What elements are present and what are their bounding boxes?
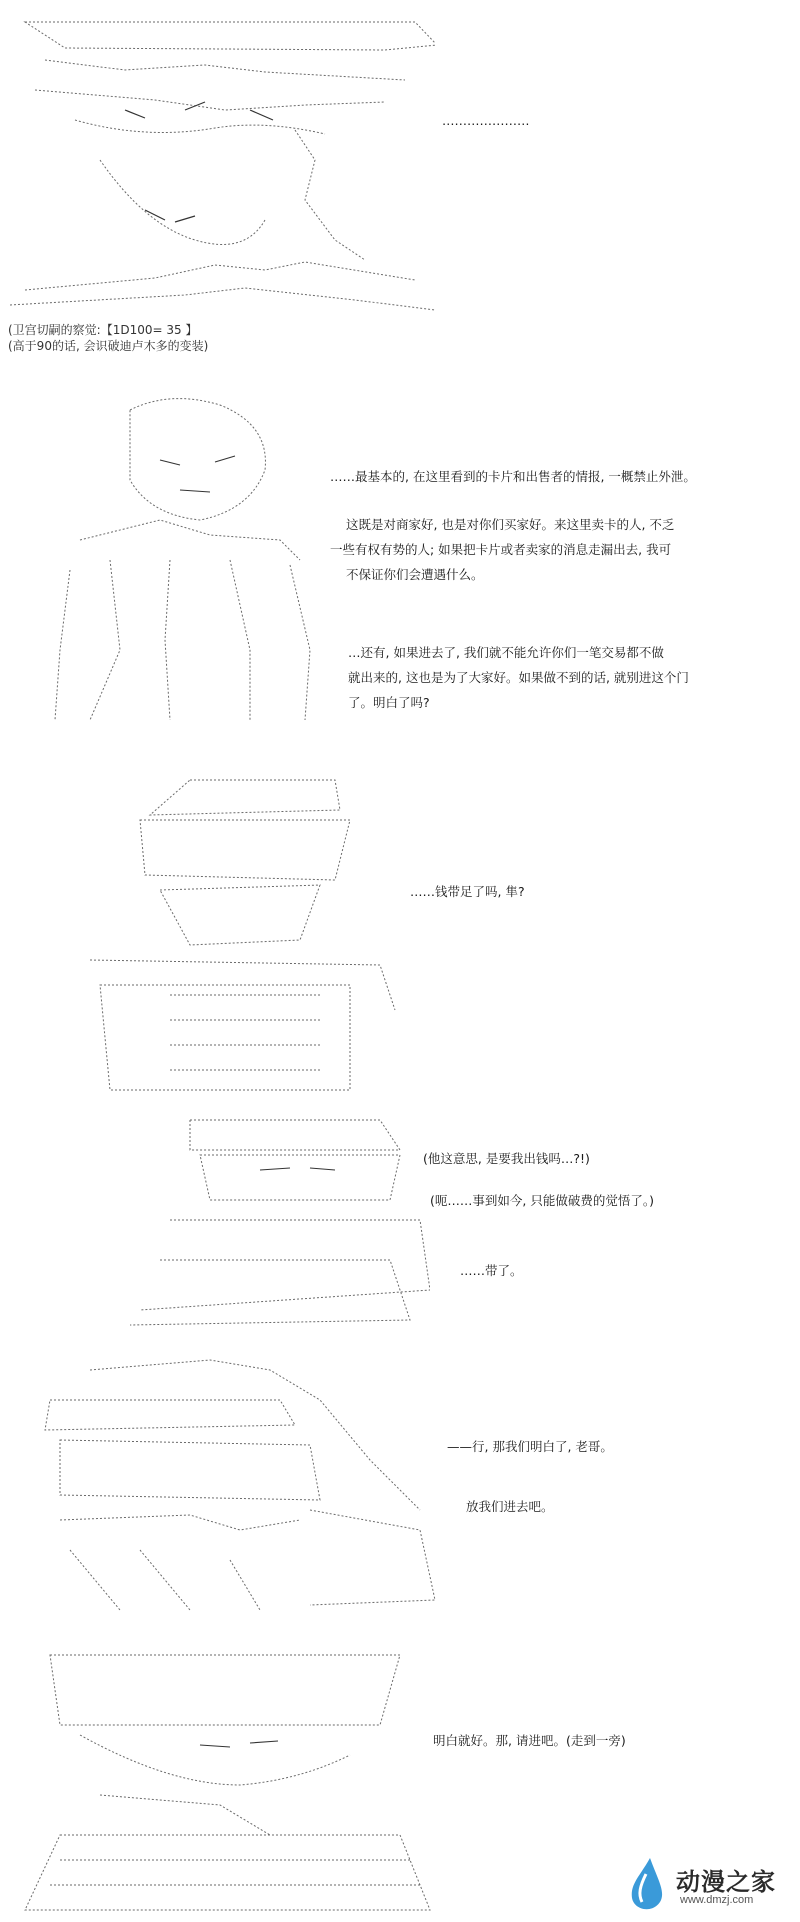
- dialogue-line: 不保证你们会遭遇什么。: [346, 567, 484, 582]
- ascii-art-figure-2: [50, 390, 330, 735]
- dialogue-line: ……最基本的, 在这里看到的卡片和出售者的情报, 一概禁止外泄。: [330, 469, 696, 484]
- site-watermark: [622, 1856, 792, 1916]
- dialogue-line-2: 放我们进去吧。: [466, 1499, 554, 1514]
- dialogue-line: 就出来的, 这也是为了大家好。如果做不到的话, 就别进这个门: [348, 670, 689, 685]
- panel-1: [0, 0, 800, 320]
- watermark-url: www.dmzj.com: [680, 1894, 754, 1906]
- caption-line-2: (高于90的话, 会识破迪卢木多的变装): [8, 339, 209, 354]
- dialogue-para-1: [330, 468, 696, 486]
- dialogue-line: …还有, 如果进去了, 我们就不能允许你们一笔交易都不做: [348, 645, 664, 660]
- dialogue-ellipsis: …………………: [442, 113, 530, 128]
- dialogue-para-2: [330, 512, 674, 587]
- panel-4: [0, 1110, 800, 1345]
- ascii-art-figure-1: [5, 10, 435, 315]
- dialogue-enter: 明白就好。那, 请进吧。(走到一旁): [433, 1733, 626, 1748]
- ascii-art-figure-4: [130, 1110, 430, 1340]
- dialogue-line-3: ……带了。: [460, 1263, 523, 1278]
- logo-icon: [622, 1856, 672, 1914]
- dialogue-para-3: [340, 640, 689, 715]
- dialogue-money: ……钱带足了吗, 隼?: [410, 884, 525, 899]
- watermark-name: 动漫之家: [676, 1868, 776, 1896]
- dice-caption: [8, 322, 208, 354]
- panel-3: [0, 765, 800, 1100]
- dialogue-line: 一些有权有势的人; 如果把卡片或者卖家的消息走漏出去, 我可: [330, 542, 672, 557]
- ascii-art-figure-3: [50, 770, 400, 1095]
- ascii-art-figure-5: [40, 1350, 450, 1615]
- thought-line-2: (呃……事到如今, 只能做破费的觉悟了。): [430, 1193, 654, 1208]
- dialogue-line: 这既是对商家好, 也是对你们买家好。来这里卖卡的人, 不乏: [346, 517, 675, 532]
- panel-2: [0, 380, 800, 740]
- panel-5: [0, 1345, 800, 1620]
- caption-line-1: (卫宫切嗣的察觉:【1D100= 35 】: [8, 323, 198, 337]
- dialogue-line: 了。明白了吗?: [348, 695, 430, 710]
- ascii-art-figure-6: [20, 1645, 440, 1915]
- dialogue-line-1: ——行, 那我们明白了, 老哥。: [447, 1439, 613, 1454]
- thought-line-1: (他这意思, 是要我出钱吗…?!): [423, 1151, 590, 1166]
